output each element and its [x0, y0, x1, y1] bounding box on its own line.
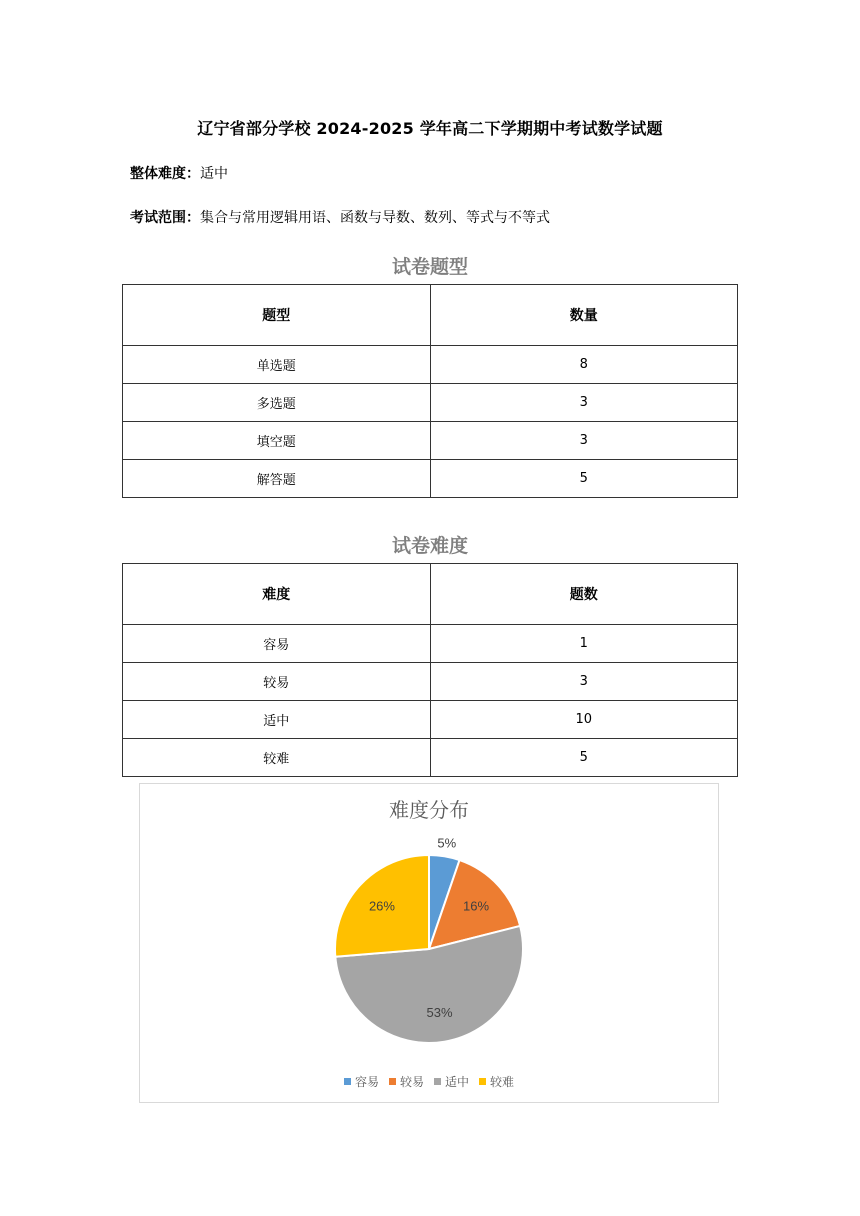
legend-swatch [389, 1078, 396, 1085]
table-header-row [123, 564, 738, 625]
pie-data-label-1: 5% [437, 835, 457, 851]
exam-scope-label: 考试范围： [130, 210, 200, 226]
legend-label: 容易 [354, 1075, 379, 1089]
chart-title: 难度分布 [389, 798, 469, 822]
table-cell: 5 [430, 739, 738, 777]
legend-label: 较易 [399, 1075, 424, 1089]
table-cell: 多选题 [123, 384, 431, 422]
document-title: 辽宁省部分学校 2024-2025 学年高二下学期期中考试数学试题 [197, 119, 663, 138]
table-row [123, 739, 738, 777]
table-row [123, 663, 738, 701]
legend-item [344, 1073, 379, 1090]
table-cell: 3 [430, 384, 738, 422]
exam-scope [130, 207, 550, 227]
legend-swatch [434, 1078, 441, 1085]
legend-swatch [479, 1078, 486, 1085]
table-header-row [123, 285, 738, 346]
table-cell: 解答题 [123, 460, 431, 498]
table-cell: 适中 [123, 701, 431, 739]
chart-legend [140, 1073, 718, 1090]
table-row [123, 422, 738, 460]
legend-label: 适中 [445, 1075, 470, 1089]
pie-chart-svg [140, 784, 718, 1102]
question-types-table [122, 284, 738, 498]
table-cell: 较难 [123, 739, 431, 777]
column-header: 题数 [430, 564, 738, 625]
table-cell: 单选题 [123, 346, 431, 384]
table-row [123, 460, 738, 498]
legend-swatch [344, 1078, 351, 1085]
pie-data-label-4: 26% [368, 898, 395, 914]
legend-item [434, 1073, 469, 1090]
pie-data-label-2: 16% [463, 898, 490, 914]
column-header: 数量 [430, 285, 738, 346]
table-row [123, 701, 738, 739]
table-cell: 8 [430, 346, 738, 384]
table-row [123, 625, 738, 663]
question-types-title: 试卷题型 [391, 256, 468, 278]
legend-item [389, 1073, 424, 1090]
overall-difficulty-value: 适中 [200, 166, 228, 182]
table-cell: 10 [430, 701, 738, 739]
table-cell: 1 [430, 625, 738, 663]
table-cell: 5 [430, 460, 738, 498]
difficulty-table [122, 563, 738, 777]
exam-scope-value: 集合与常用逻辑用语、函数与导数、数列、等式与不等式 [200, 210, 550, 226]
table-row [123, 346, 738, 384]
table-cell: 填空题 [123, 422, 431, 460]
overall-difficulty [130, 163, 228, 183]
table-cell: 3 [430, 422, 738, 460]
legend-label: 较难 [490, 1075, 515, 1089]
table-cell: 较易 [123, 663, 431, 701]
difficulty-pie-chart [139, 783, 719, 1103]
overall-difficulty-label: 整体难度： [130, 166, 200, 182]
difficulty-title: 试卷难度 [391, 535, 468, 557]
table-cell: 3 [430, 663, 738, 701]
pie-data-label-3: 53% [426, 1005, 453, 1021]
column-header: 题型 [123, 285, 431, 346]
legend-item [479, 1073, 514, 1090]
table-row [123, 384, 738, 422]
table-cell: 容易 [123, 625, 431, 663]
column-header: 难度 [123, 564, 431, 625]
